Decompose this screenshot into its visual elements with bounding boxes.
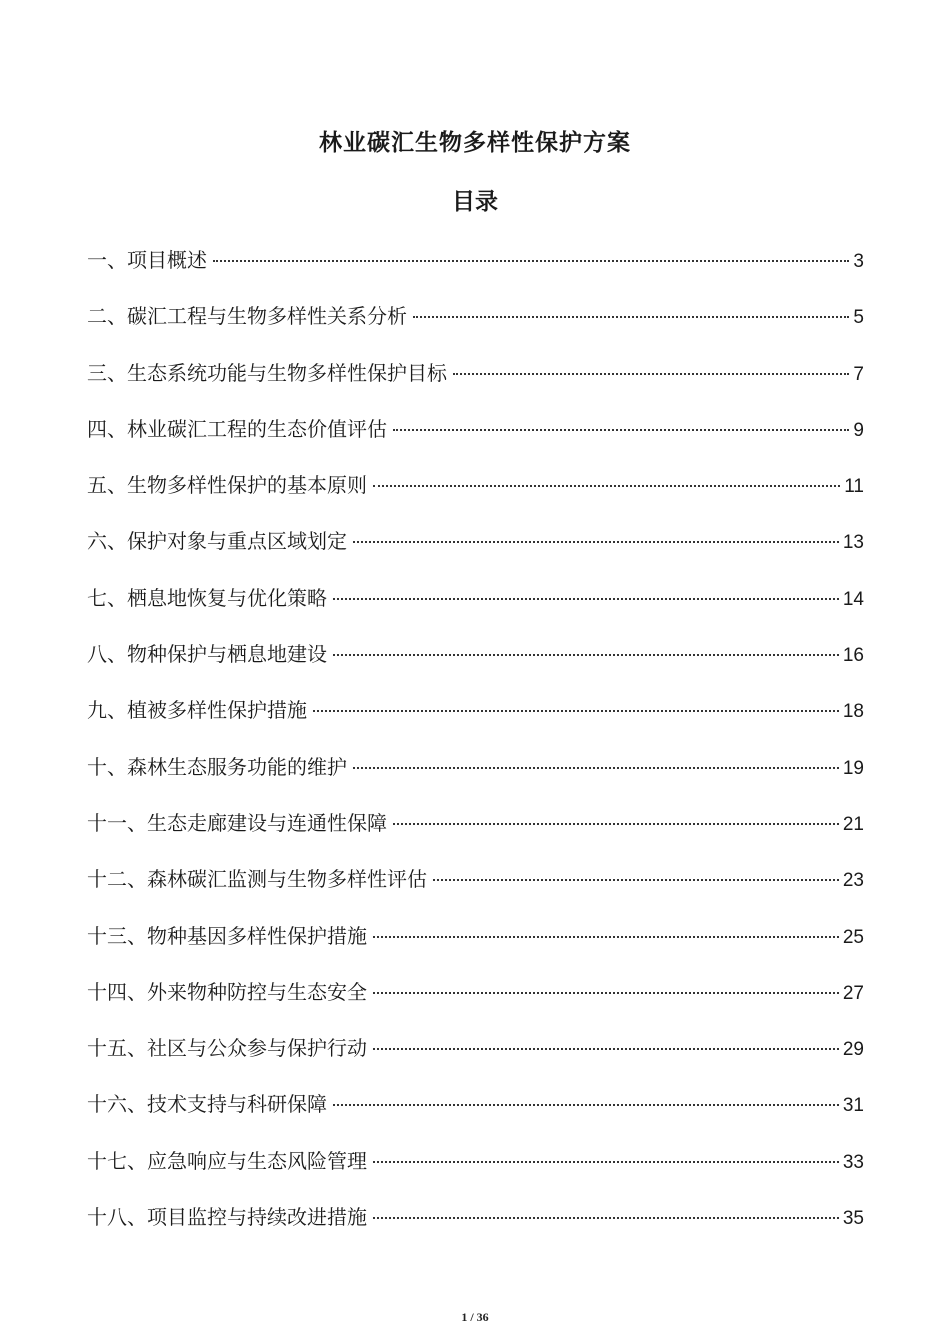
toc-leader-dots (333, 654, 839, 656)
toc-entry-label: 十一、生态走廊建设与连通性保障 (87, 810, 387, 835)
toc-entry[interactable] (87, 1032, 864, 1088)
toc-entry-page: 5 (853, 307, 864, 329)
toc-entry[interactable] (87, 525, 864, 581)
toc-entry[interactable] (87, 976, 864, 1032)
toc-entry-label: 十、森林生态服务功能的维护 (87, 754, 347, 779)
toc-leader-dots (393, 823, 839, 825)
toc-entry-page: 13 (842, 532, 864, 554)
toc-entry[interactable] (87, 751, 864, 807)
toc-leader-dots (373, 936, 839, 938)
toc-leader-dots (433, 879, 839, 881)
toc-entry-label: 十七、应急响应与生态风险管理 (87, 1148, 367, 1173)
toc-entry-label: 九、植被多样性保护措施 (87, 698, 307, 723)
toc-entry-label: 六、保护对象与重点区域划定 (87, 529, 347, 554)
toc-entry[interactable] (87, 300, 864, 356)
toc-entry[interactable] (87, 582, 864, 638)
toc-entry-label: 四、林业碳汇工程的生态价值评估 (87, 416, 387, 441)
toc-leader-dots (213, 260, 849, 262)
toc-entry[interactable] (87, 863, 864, 919)
toc-entry-page: 7 (853, 363, 864, 385)
toc-entry-page: 21 (842, 813, 864, 835)
toc-leader-dots (413, 316, 849, 318)
toc-leader-dots (373, 1161, 839, 1163)
toc-leader-dots (353, 541, 839, 543)
toc-entry[interactable] (87, 244, 864, 300)
toc-entry[interactable] (87, 413, 864, 469)
toc-entry-page: 27 (842, 982, 864, 1004)
toc-entry-label: 二、碳汇工程与生物多样性关系分析 (87, 304, 407, 329)
toc-entry-label: 十三、物种基因多样性保护措施 (87, 923, 367, 948)
table-of-contents (87, 244, 864, 1257)
toc-entry-label: 十二、森林碳汇监测与生物多样性评估 (87, 867, 427, 892)
toc-entry[interactable] (87, 1088, 864, 1144)
toc-leader-dots (373, 1217, 839, 1219)
toc-entry-page: 16 (842, 645, 864, 667)
toc-entry-label: 七、栖息地恢复与优化策略 (87, 585, 327, 610)
toc-entry[interactable] (87, 694, 864, 750)
toc-entry-page: 19 (842, 757, 864, 779)
toc-entry[interactable] (87, 357, 864, 413)
toc-entry-page: 33 (842, 1151, 864, 1173)
toc-entry-page: 3 (853, 251, 864, 272)
toc-entry-label: 十八、项目监控与持续改进措施 (87, 1205, 367, 1230)
toc-leader-dots (333, 1104, 839, 1106)
toc-entry-label: 十四、外来物种防控与生态安全 (87, 979, 367, 1004)
toc-leader-dots (313, 710, 839, 712)
toc-entry-page: 23 (842, 870, 864, 892)
toc-entry-label: 三、生态系统功能与生物多样性保护目标 (87, 360, 447, 385)
toc-leader-dots (333, 598, 839, 600)
toc-entry[interactable] (87, 1145, 864, 1201)
toc-entry[interactable] (87, 638, 864, 694)
toc-entry-page: 14 (842, 588, 864, 610)
toc-leader-dots (393, 429, 849, 431)
toc-entry-page: 11 (844, 476, 864, 498)
toc-leader-dots (373, 485, 840, 487)
toc-entry-label: 八、物种保护与栖息地建设 (87, 642, 327, 667)
toc-entry-label: 十六、技术支持与科研保障 (87, 1092, 327, 1117)
toc-entry[interactable] (87, 1201, 864, 1257)
toc-entry-label: 五、生物多样性保护的基本原则 (87, 473, 367, 498)
toc-entry-page: 35 (842, 1208, 864, 1230)
toc-heading: 目录 (452, 189, 498, 215)
toc-leader-dots (373, 1048, 839, 1050)
toc-entry-page: 18 (842, 701, 864, 723)
toc-leader-dots (353, 767, 839, 769)
toc-entry-label: 十五、社区与公众参与保护行动 (87, 1036, 367, 1061)
toc-entry[interactable] (87, 469, 864, 525)
toc-entry-page: 9 (853, 419, 864, 441)
page-number-indicator: 1 / 36 (461, 1310, 489, 1324)
toc-entry-page: 25 (842, 926, 864, 948)
toc-entry-label: 一、项目概述 (87, 248, 207, 272)
toc-entry[interactable] (87, 920, 864, 976)
toc-entry-page: 31 (842, 1095, 864, 1117)
toc-leader-dots (453, 373, 849, 375)
document-title: 林业碳汇生物多样性保护方案 (319, 130, 631, 156)
toc-entry[interactable] (87, 807, 864, 863)
toc-entry-page: 29 (842, 1039, 864, 1061)
toc-leader-dots (373, 992, 839, 994)
